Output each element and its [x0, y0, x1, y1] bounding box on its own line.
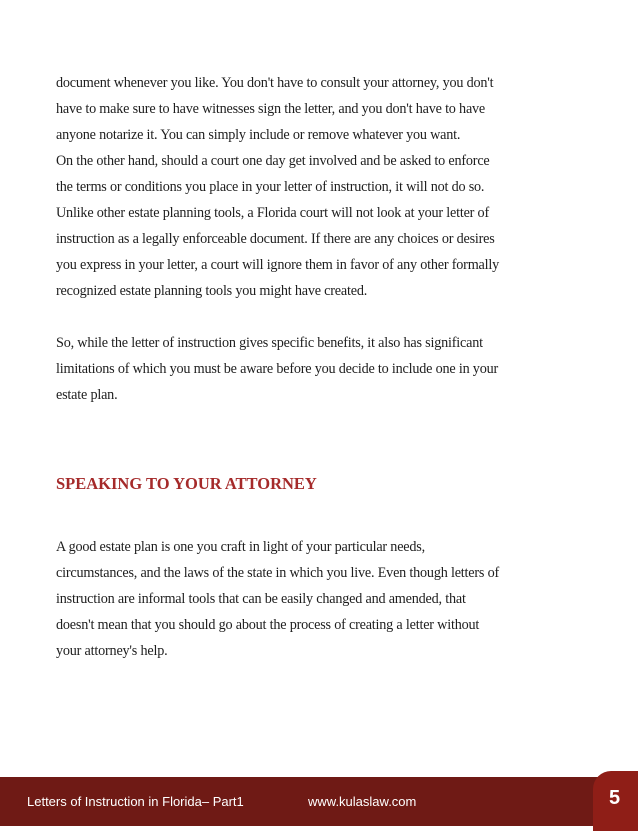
text-line: estate plan.: [56, 387, 118, 403]
body-content: [56, 70, 586, 664]
text-line: have to make sure to have witnesses sign the letter, and you don't have to have: [56, 101, 486, 117]
text-line: anyone notarize it. You can simply include or remove whatever you want.: [56, 127, 461, 143]
text-line: recognized estate planning tools you might have created.: [56, 283, 368, 299]
paragraph-3: [56, 534, 586, 664]
page-number: 5: [609, 787, 621, 809]
text-line: A good estate plan is one you craft in light of your particular needs,: [56, 539, 425, 555]
text-line: your attorney's help.: [56, 643, 168, 659]
footer-url-link[interactable]: www.kulaslaw.com: [308, 794, 417, 809]
text-line: you express in your letter, a court will ignore them in favor of any other formally: [56, 257, 500, 273]
text-line: instruction are informal tools that can be easily changed and amended, that: [56, 591, 466, 607]
text-line: On the other hand, should a court one day get involved and be asked to enforce: [56, 153, 490, 169]
text-line: the terms or conditions you place in your letter of instruction, it will not do so.: [56, 179, 485, 195]
page-footer: [0, 777, 638, 826]
text-line: document whenever you like. You don't have to consult your attorney, you don't: [56, 75, 494, 91]
section-heading: SPEAKING TO YOUR ATTORNEY: [56, 474, 317, 493]
text-line: Unlike other estate planning tools, a Florida court will not look at your letter of: [56, 205, 489, 221]
text-line: circumstances, and the laws of the state in which you live. Even though letters of: [56, 565, 499, 581]
paragraph-1: [56, 70, 586, 304]
footer-title: Letters of Instruction in Florida– Part1: [27, 794, 244, 809]
paragraph-2: [56, 330, 586, 408]
text-line: instruction as a legally enforceable document. If there are any choices or desires: [56, 231, 495, 247]
text-line: doesn't mean that you should go about the process of creating a letter without: [56, 617, 480, 633]
text-line: So, while the letter of instruction gives specific benefits, it also has significant: [56, 335, 483, 351]
text-line: limitations of which you must be aware before you decide to include one in your: [56, 361, 499, 377]
